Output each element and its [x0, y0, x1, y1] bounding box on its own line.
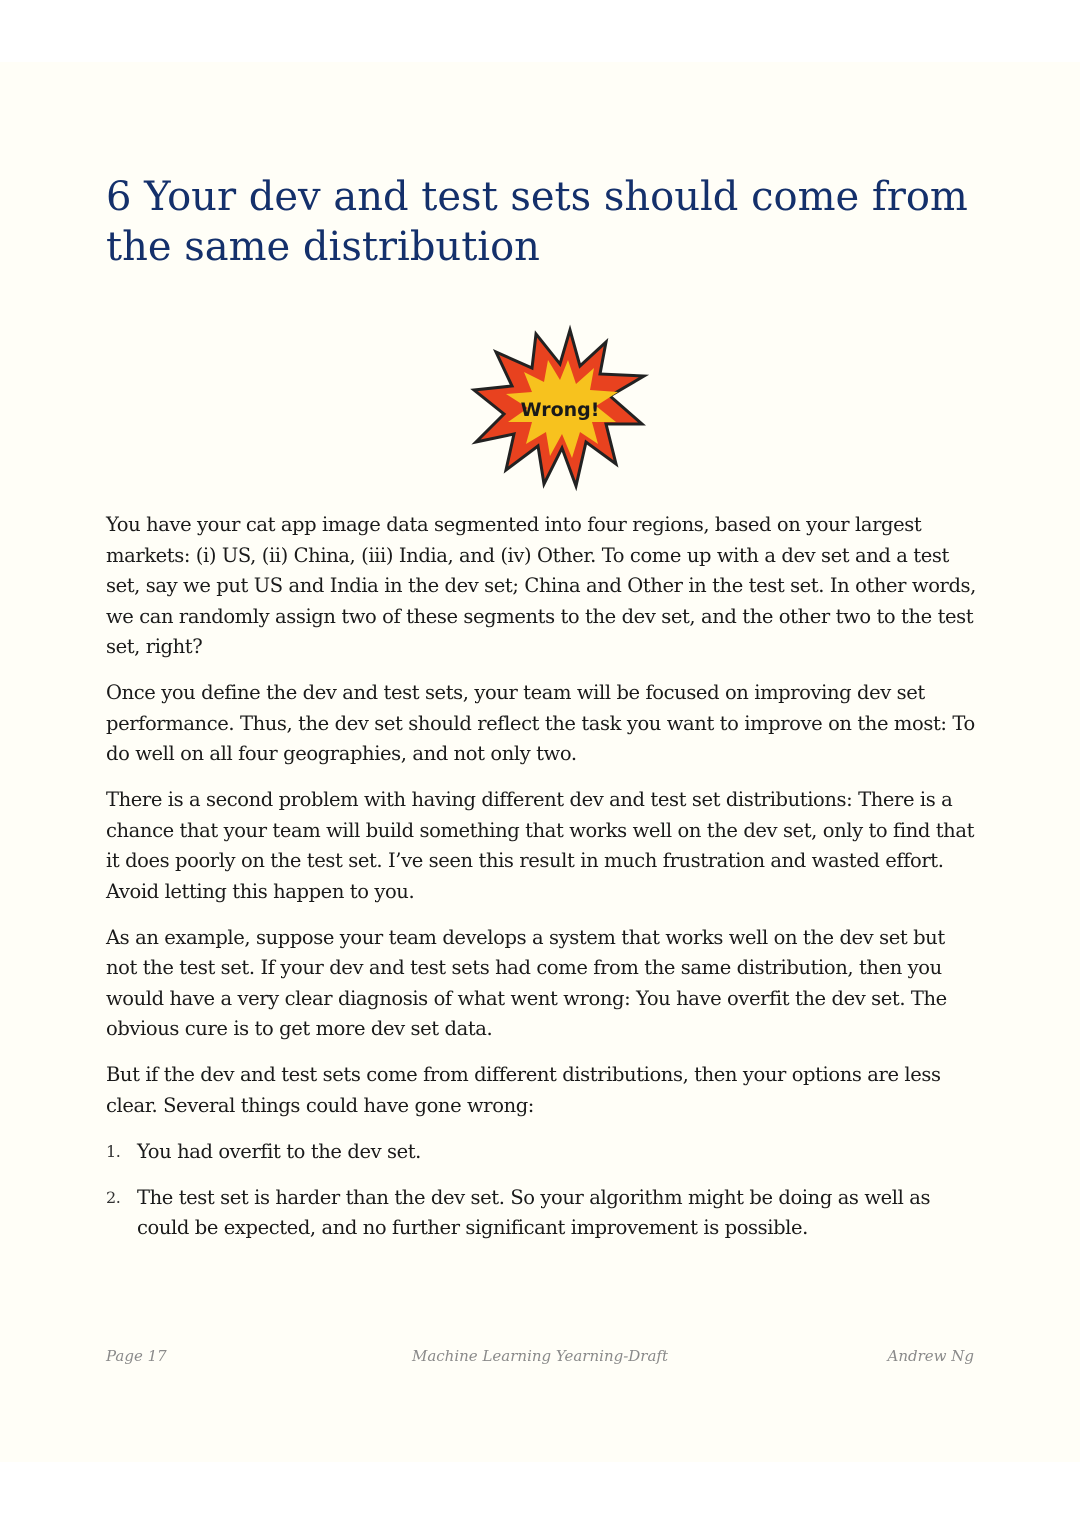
paragraph-5: But if the dev and test sets come from different distributions, then your options are less clear. Several things could have gone wrong: [106, 1063, 941, 1117]
body-text [106, 510, 976, 1259]
paragraph-3: There is a second problem with having different dev and test set distributions: There is a chance that your team will build something that works well on the dev set, only to find that it does poorly on the test set. I’ve seen this result in much frustration and wasted effort. Avoid letting this happen to you. [106, 788, 975, 903]
list-item-text: The test set is harder than the dev set. So your algorithm might be doing as well as could be expected, and no further significant improvement is possible. [137, 1185, 931, 1239]
page-footer [106, 1347, 974, 1371]
wrong-burst-figure [466, 324, 654, 492]
footer-author: Andrew Ng [887, 1347, 974, 1365]
paragraph-4: As an example, suppose your team develops a system that works well on the dev set but not the test set. If your dev and test sets had come from the same distribution, then you would have a very clear diagnosis of what went wrong: You have overfit the dev set. The obvious cure is to get more dev set data. [106, 925, 947, 1040]
paragraph-1: You have your cat app image data segmented into four regions, based on your largest markets: (i) US, (ii) China, (iii) India, and (iv) Other. To come up with a dev set and a test set, say we put US and India in the dev set; China and Other in the test set. In other words, we can randomly assign two of these segments to the dev set, and the other two to the test set, right? [106, 513, 976, 658]
list-item-number: 2. [106, 1187, 121, 1207]
chapter-title: 6 Your dev and test sets should come from the same distribution [106, 174, 968, 270]
document-page [0, 62, 1080, 1462]
list-item [106, 1183, 976, 1244]
list-item [106, 1137, 976, 1168]
paragraph-2: Once you define the dev and test sets, your team will be focused on improving dev set performance. Thus, the dev set should reflect the task you want to improve on the most: To do well on all four geographies, and not only two. [106, 681, 975, 765]
list-item-text: You had overfit to the dev set. [137, 1139, 421, 1163]
wrong-burst-icon [466, 324, 654, 492]
burst-label: Wrong! [520, 399, 600, 421]
reasons-list [106, 1137, 976, 1244]
footer-page-number: Page 17 [106, 1347, 167, 1365]
list-item-number: 1. [106, 1141, 121, 1161]
footer-book-title: Machine Learning Yearning-Draft [411, 1347, 668, 1365]
